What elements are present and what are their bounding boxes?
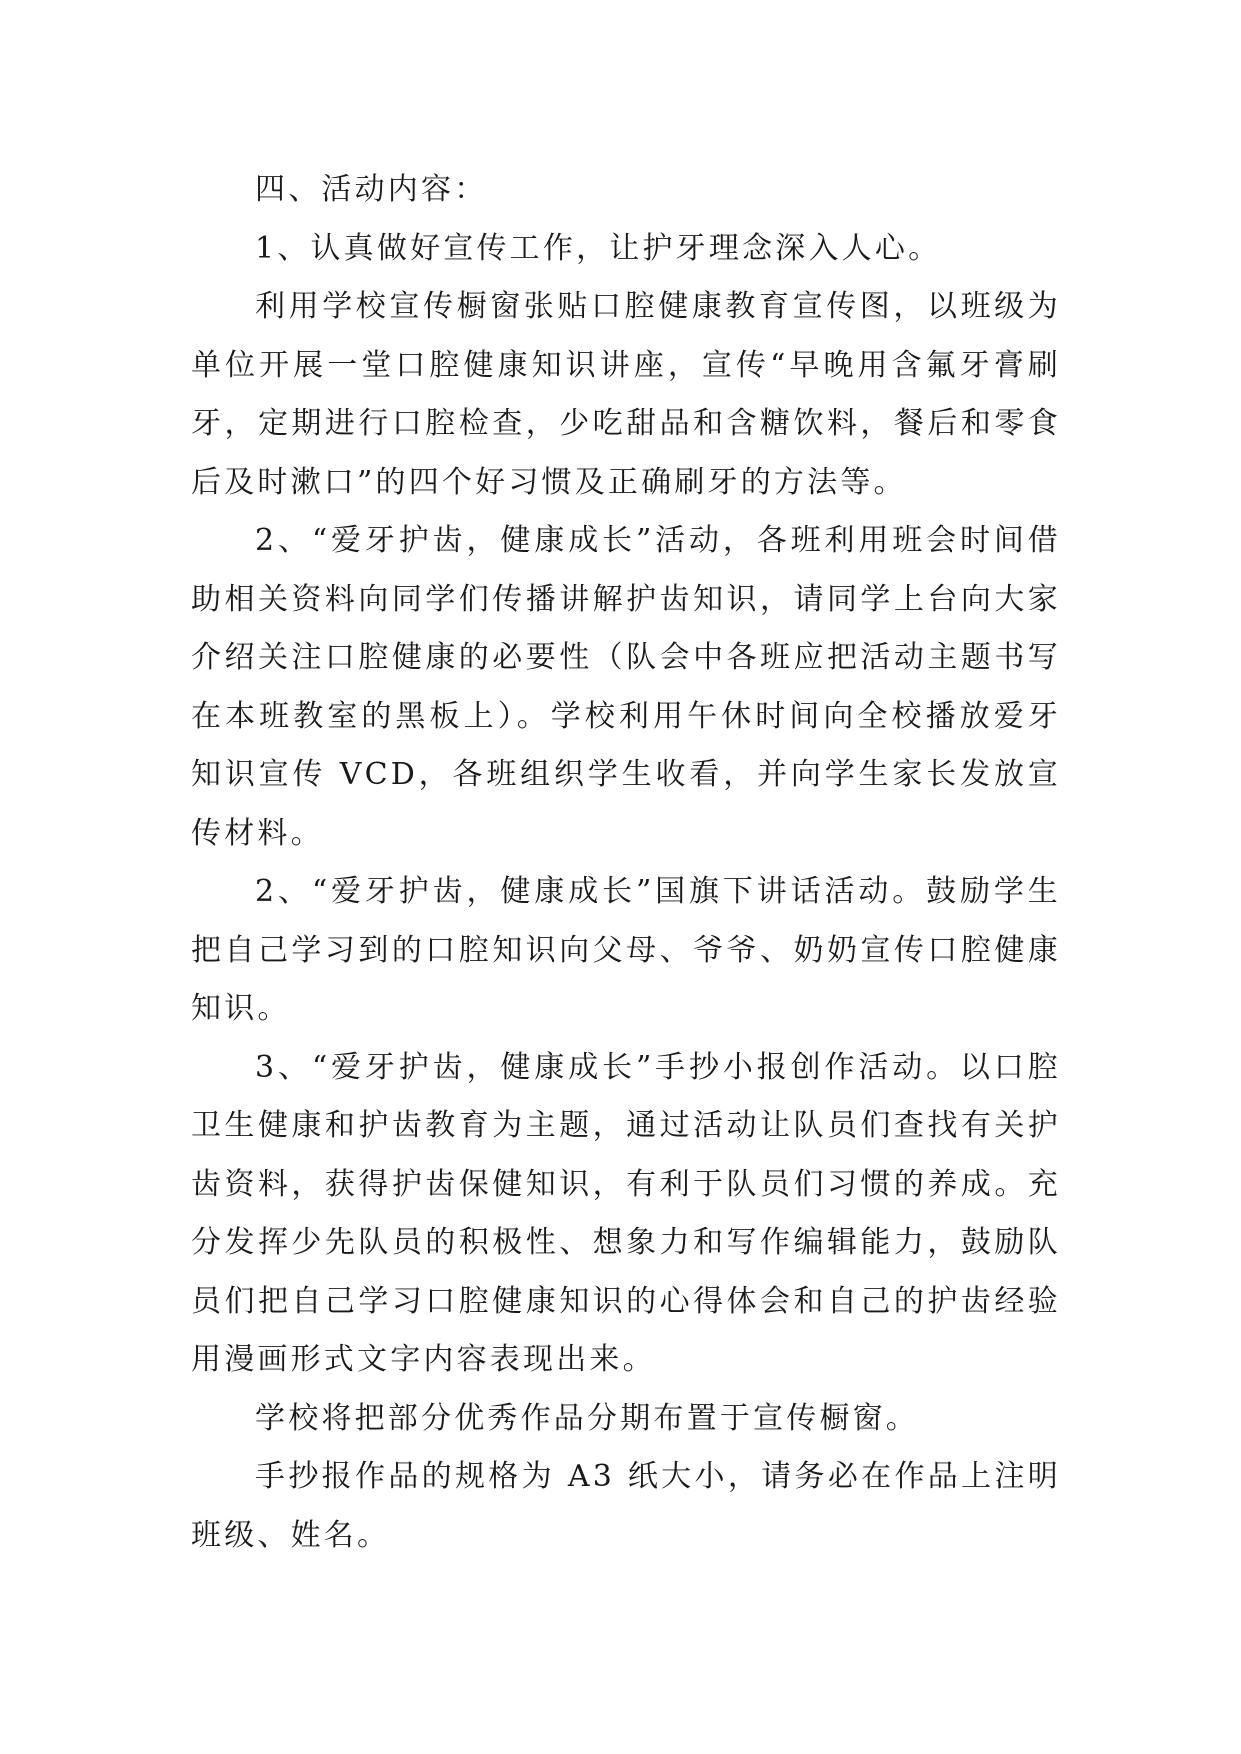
paragraph-work-specification: 手抄报作品的规格为 A3 纸大小，请务必在作品上注明班级、姓名。: [191, 1459, 1061, 1553]
paragraph-display-works: 学校将把部分优秀作品分期布置于宣传橱窗。: [255, 1400, 919, 1436]
body-text: [191, 161, 1061, 1565]
paragraph-class-activity: 2、“爱牙护齿，健康成长”活动，各班利用班会时间借助相关资料向同学们传播讲解护齿知识，请同学上台向大家介绍关注口腔健康的必要性（队会中各班应把活动主题书写在本班教室的黑板上）。学校利用午休时间向全校播放爱牙知识宣传 VCD，各班组织学生收看，并向学生家长发放宣传材料。: [191, 523, 1061, 851]
item-1-heading: 1、认真做好宣传工作，让护牙理念深入人心。: [255, 230, 942, 266]
section-heading-activity-content: 四、活动内容：: [255, 172, 488, 207]
paragraph-flag-speech: 2、“爱牙护齿，健康成长”国旗下讲话活动。鼓励学生把自己学习到的口腔知识向父母、爷爷、奶奶宣传口腔健康知识。: [191, 874, 1061, 1026]
paragraph-handmade-newspaper: 3、“爱牙护齿，健康成长”手抄小报创作活动。以口腔卫生健康和护齿教育为主题，通过活动让队员们查找有关护齿资料，获得护齿保健知识，有利于队员们习惯的养成。充分发挥少先队员的积极性、想象力和写作编辑能力，鼓励队员们把自己学习口腔健康知识的心得体会和自己的护齿经验用漫画形式文字内容表现出来。: [191, 1049, 1061, 1377]
paragraph-publicity: 利用学校宣传橱窗张贴口腔健康教育宣传图，以班级为单位开展一堂口腔健康知识讲座，宣传“早晚用含氟牙膏刷牙，定期进行口腔检查，少吃甜品和含糖饮料，餐后和零食后及时漱口”的四个好习惯及正确刷牙的方法等。: [191, 289, 1061, 500]
